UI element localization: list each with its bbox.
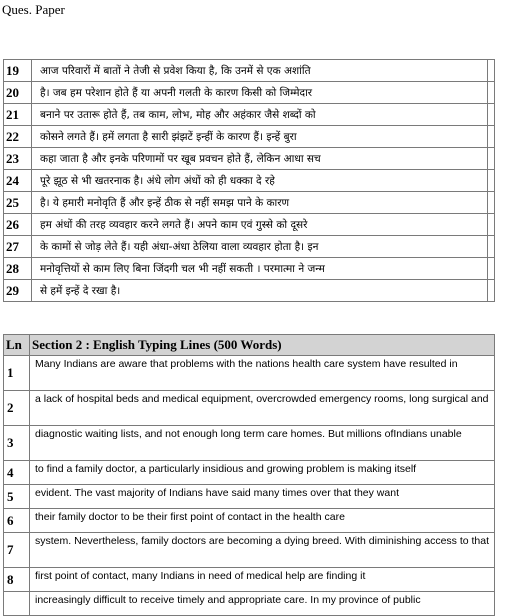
- row-gap: [488, 258, 495, 280]
- table-row: [4, 509, 495, 533]
- table-row: [4, 280, 495, 302]
- table-row: [4, 258, 495, 280]
- row-gap: [488, 126, 495, 148]
- english-line-text: system. Nevertheless, family doctors are becoming a dying breed. With diminishing access to that: [30, 533, 495, 568]
- table-row: [4, 533, 495, 568]
- hindi-line-text: है। ये हमारी मनोवृति हैं और इन्हें ठीक से नहीं समझ पाने के कारण: [32, 192, 488, 214]
- row-gap: [488, 236, 495, 258]
- line-number: 24: [4, 170, 32, 192]
- table-row: [4, 104, 495, 126]
- table-row: [4, 568, 495, 592]
- line-number: 5: [4, 485, 30, 509]
- row-gap: [488, 148, 495, 170]
- hindi-line-text: बनाने पर उतारू होते हैं, तब काम, लोभ, मोह और अहंकार जैसे शब्दों को: [32, 104, 488, 126]
- page-label: Ques. Paper: [2, 2, 65, 17]
- hindi-typing-table: [3, 59, 495, 302]
- table-row: [4, 592, 495, 616]
- row-gap: [488, 214, 495, 236]
- section-heading: Section 2 : English Typing Lines (500 Words): [30, 335, 495, 356]
- english-line-text: to find a family doctor, a particularly insidious and growing problem is making itself: [30, 461, 495, 485]
- english-line-text: increasingly difficult to receive timely and appropriate care. In my province of public: [30, 592, 495, 616]
- english-line-text: first point of contact, many Indians in need of medical help are finding it: [30, 568, 495, 592]
- ln-column-header: Ln: [4, 335, 30, 356]
- line-number: 3: [4, 426, 30, 461]
- line-number: 4: [4, 461, 30, 485]
- table-row: [4, 192, 495, 214]
- table-row: [4, 426, 495, 461]
- table-row: [4, 170, 495, 192]
- line-number: 29: [4, 280, 32, 302]
- table-header-row: [4, 335, 495, 356]
- table-row: [4, 148, 495, 170]
- table-row: [4, 356, 495, 391]
- line-number: 19: [4, 60, 32, 82]
- table-row: [4, 82, 495, 104]
- table-row: [4, 214, 495, 236]
- row-gap: [488, 280, 495, 302]
- line-number: 8: [4, 568, 30, 592]
- table-row: [4, 485, 495, 509]
- table-row: [4, 461, 495, 485]
- hindi-line-text: है। जब हम परेशान होते हैं या अपनी गलती के कारण किसी को जिम्मेदार: [32, 82, 488, 104]
- hindi-line-text: मनोवृत्तियों से काम लिए बिना जिंदगी चल भी नहीं सकती । परमात्मा ने जन्म: [32, 258, 488, 280]
- hindi-line-text: पूरे झूठ से भी खतरनाक है। अंधे लोग अंधों को ही धक्का दे रहे: [32, 170, 488, 192]
- english-line-text: diagnostic waiting lists, and not enough long term care homes. But millions ofIndians unable: [30, 426, 495, 461]
- english-typing-table: [3, 334, 495, 616]
- row-gap: [488, 82, 495, 104]
- line-number: 21: [4, 104, 32, 126]
- line-number: 1: [4, 356, 30, 391]
- line-number: [4, 592, 30, 616]
- hindi-line-text: से हमें इन्हें दे रखा है।: [32, 280, 488, 302]
- row-gap: [488, 60, 495, 82]
- line-number: 22: [4, 126, 32, 148]
- row-gap: [488, 170, 495, 192]
- english-line-text: evident. The vast majority of Indians have said many times over that they want: [30, 485, 495, 509]
- line-number: 26: [4, 214, 32, 236]
- line-number: 28: [4, 258, 32, 280]
- hindi-line-text: आज परिवारों में बातों ने तेजी से प्रवेश किया है, कि उनमें से एक अशांति: [32, 60, 488, 82]
- english-line-text: their family doctor to be their first point of contact in the health care: [30, 509, 495, 533]
- line-number: 6: [4, 509, 30, 533]
- line-number: 23: [4, 148, 32, 170]
- hindi-line-text: हम अंधों की तरह व्यवहार करने लगते हैं। अपने काम एवं गुस्से को दूसरे: [32, 214, 488, 236]
- table-row: [4, 236, 495, 258]
- table-row: [4, 60, 495, 82]
- line-number: 27: [4, 236, 32, 258]
- row-gap: [488, 192, 495, 214]
- line-number: 2: [4, 391, 30, 426]
- hindi-line-text: के कामों से जोड़ लेते हैं। यही अंधा-अंधा ठेलिया वाला व्यवहार होता है। इन: [32, 236, 488, 258]
- hindi-line-text: कोसने लगते हैं। हमें लगता है सारी झंझटें इन्हीं के कारण हैं। इन्हें बुरा: [32, 126, 488, 148]
- line-number: 7: [4, 533, 30, 568]
- table-row: [4, 391, 495, 426]
- line-number: 20: [4, 82, 32, 104]
- line-number: 25: [4, 192, 32, 214]
- hindi-line-text: कहा जाता है और इनके परिणामों पर खूब प्रवचन होते हैं, लेकिन आधा सच: [32, 148, 488, 170]
- english-line-text: Many Indians are aware that problems with the nations health care system have resulted in: [30, 356, 495, 391]
- english-line-text: a lack of hospital beds and medical equipment, overcrowded emergency rooms, long surgical and: [30, 391, 495, 426]
- row-gap: [488, 104, 495, 126]
- table-row: [4, 126, 495, 148]
